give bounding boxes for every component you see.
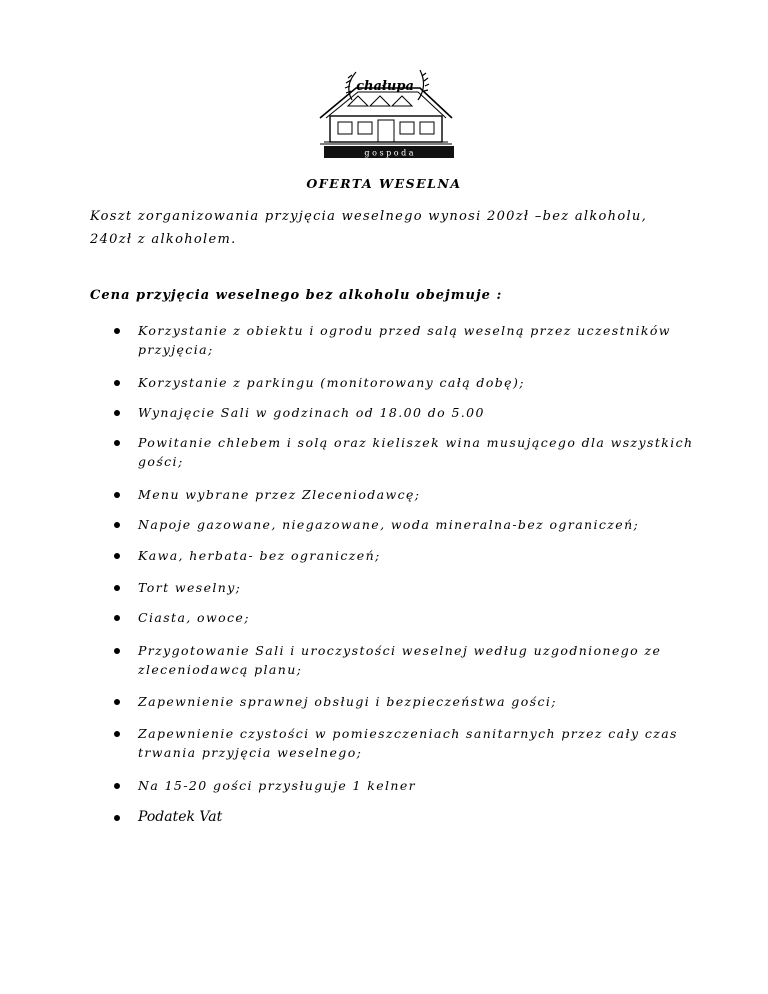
list-item-text: Zapewnienie czystości w pomieszczeniach sanitarnych przez cały czas trwania przyjęcia weselnego; [138,726,678,760]
list-item-text: Na 15-20 gości przysługuje 1 kelner [138,778,417,793]
bullet-icon [114,492,120,498]
list-item-text: Tort weselny; [138,580,242,595]
list-item [138,515,698,534]
list-item [138,724,698,762]
list-item [138,808,698,827]
list-item [138,546,698,565]
bullet-icon [114,328,120,334]
list-item-text: Korzystanie z parkingu (monitorowany całą dobę); [138,375,525,390]
list-item-text: Przygotowanie Sali i uroczystości weselnej według uzgodnionego ze zleceniodawcą planu; [138,643,662,677]
list-item-text: Kawa, herbata- bez ograniczeń; [138,548,381,563]
section-heading: Cena przyjęcia weselnego bez alkoholu obejmuje : [90,288,503,303]
list-item [138,485,698,504]
list-item-text: Menu wybrane przez Zleceniodawcę; [138,487,421,502]
bullet-icon [114,648,120,654]
list-item-text: Powitanie chlebem i solą oraz kieliszek wina musującego dla wszystkich gości; [138,435,694,469]
list-item [138,641,698,679]
list-item-text: Korzystanie z obiektu i ogrodu przed salą weselną przez uczestników przyjęcia; [138,323,671,357]
chalupa-logo [312,66,458,160]
list-item-text: Podatek Vat [138,809,223,825]
bullet-icon [114,522,120,528]
bullet-icon [114,440,120,446]
list-item [138,776,698,795]
bullet-icon [114,731,120,737]
bullet-icon [114,783,120,789]
list-item-text: Zapewnienie sprawnej obsługi i bezpieczeństwa gości; [138,694,557,709]
logo-subtitle-text: g o s p o d a [364,148,414,158]
bullet-icon [114,615,120,621]
list-item-text: Napoje gazowane, niegazowane, woda mineralna-bez ograniczeń; [138,517,640,532]
logo-name-text: chałupa [356,79,414,94]
list-item-text: Wynajęcie Sali w godzinach od 18.00 do 5.00 [138,405,485,420]
list-item [138,578,698,597]
list-item [138,373,698,392]
bullet-icon [114,553,120,559]
bullet-icon [114,699,120,705]
bullet-icon [114,815,120,821]
chalupa-house-logo [312,66,458,160]
bullet-icon [114,585,120,591]
bullet-icon [114,380,120,386]
list-item [138,608,698,627]
document-title: OFERTA WESELNA [306,176,462,191]
bullet-icon [114,410,120,416]
list-item-text: Ciasta, owoce; [138,610,250,625]
list-item [138,433,698,471]
list-item [138,321,698,359]
list-item [138,403,698,422]
list-item [138,692,698,711]
intro-paragraph: Koszt zorganizowania przyjęcia weselnego wynosi 200zł –bez alkoholu, 240zł z alkoholem. [90,209,648,247]
